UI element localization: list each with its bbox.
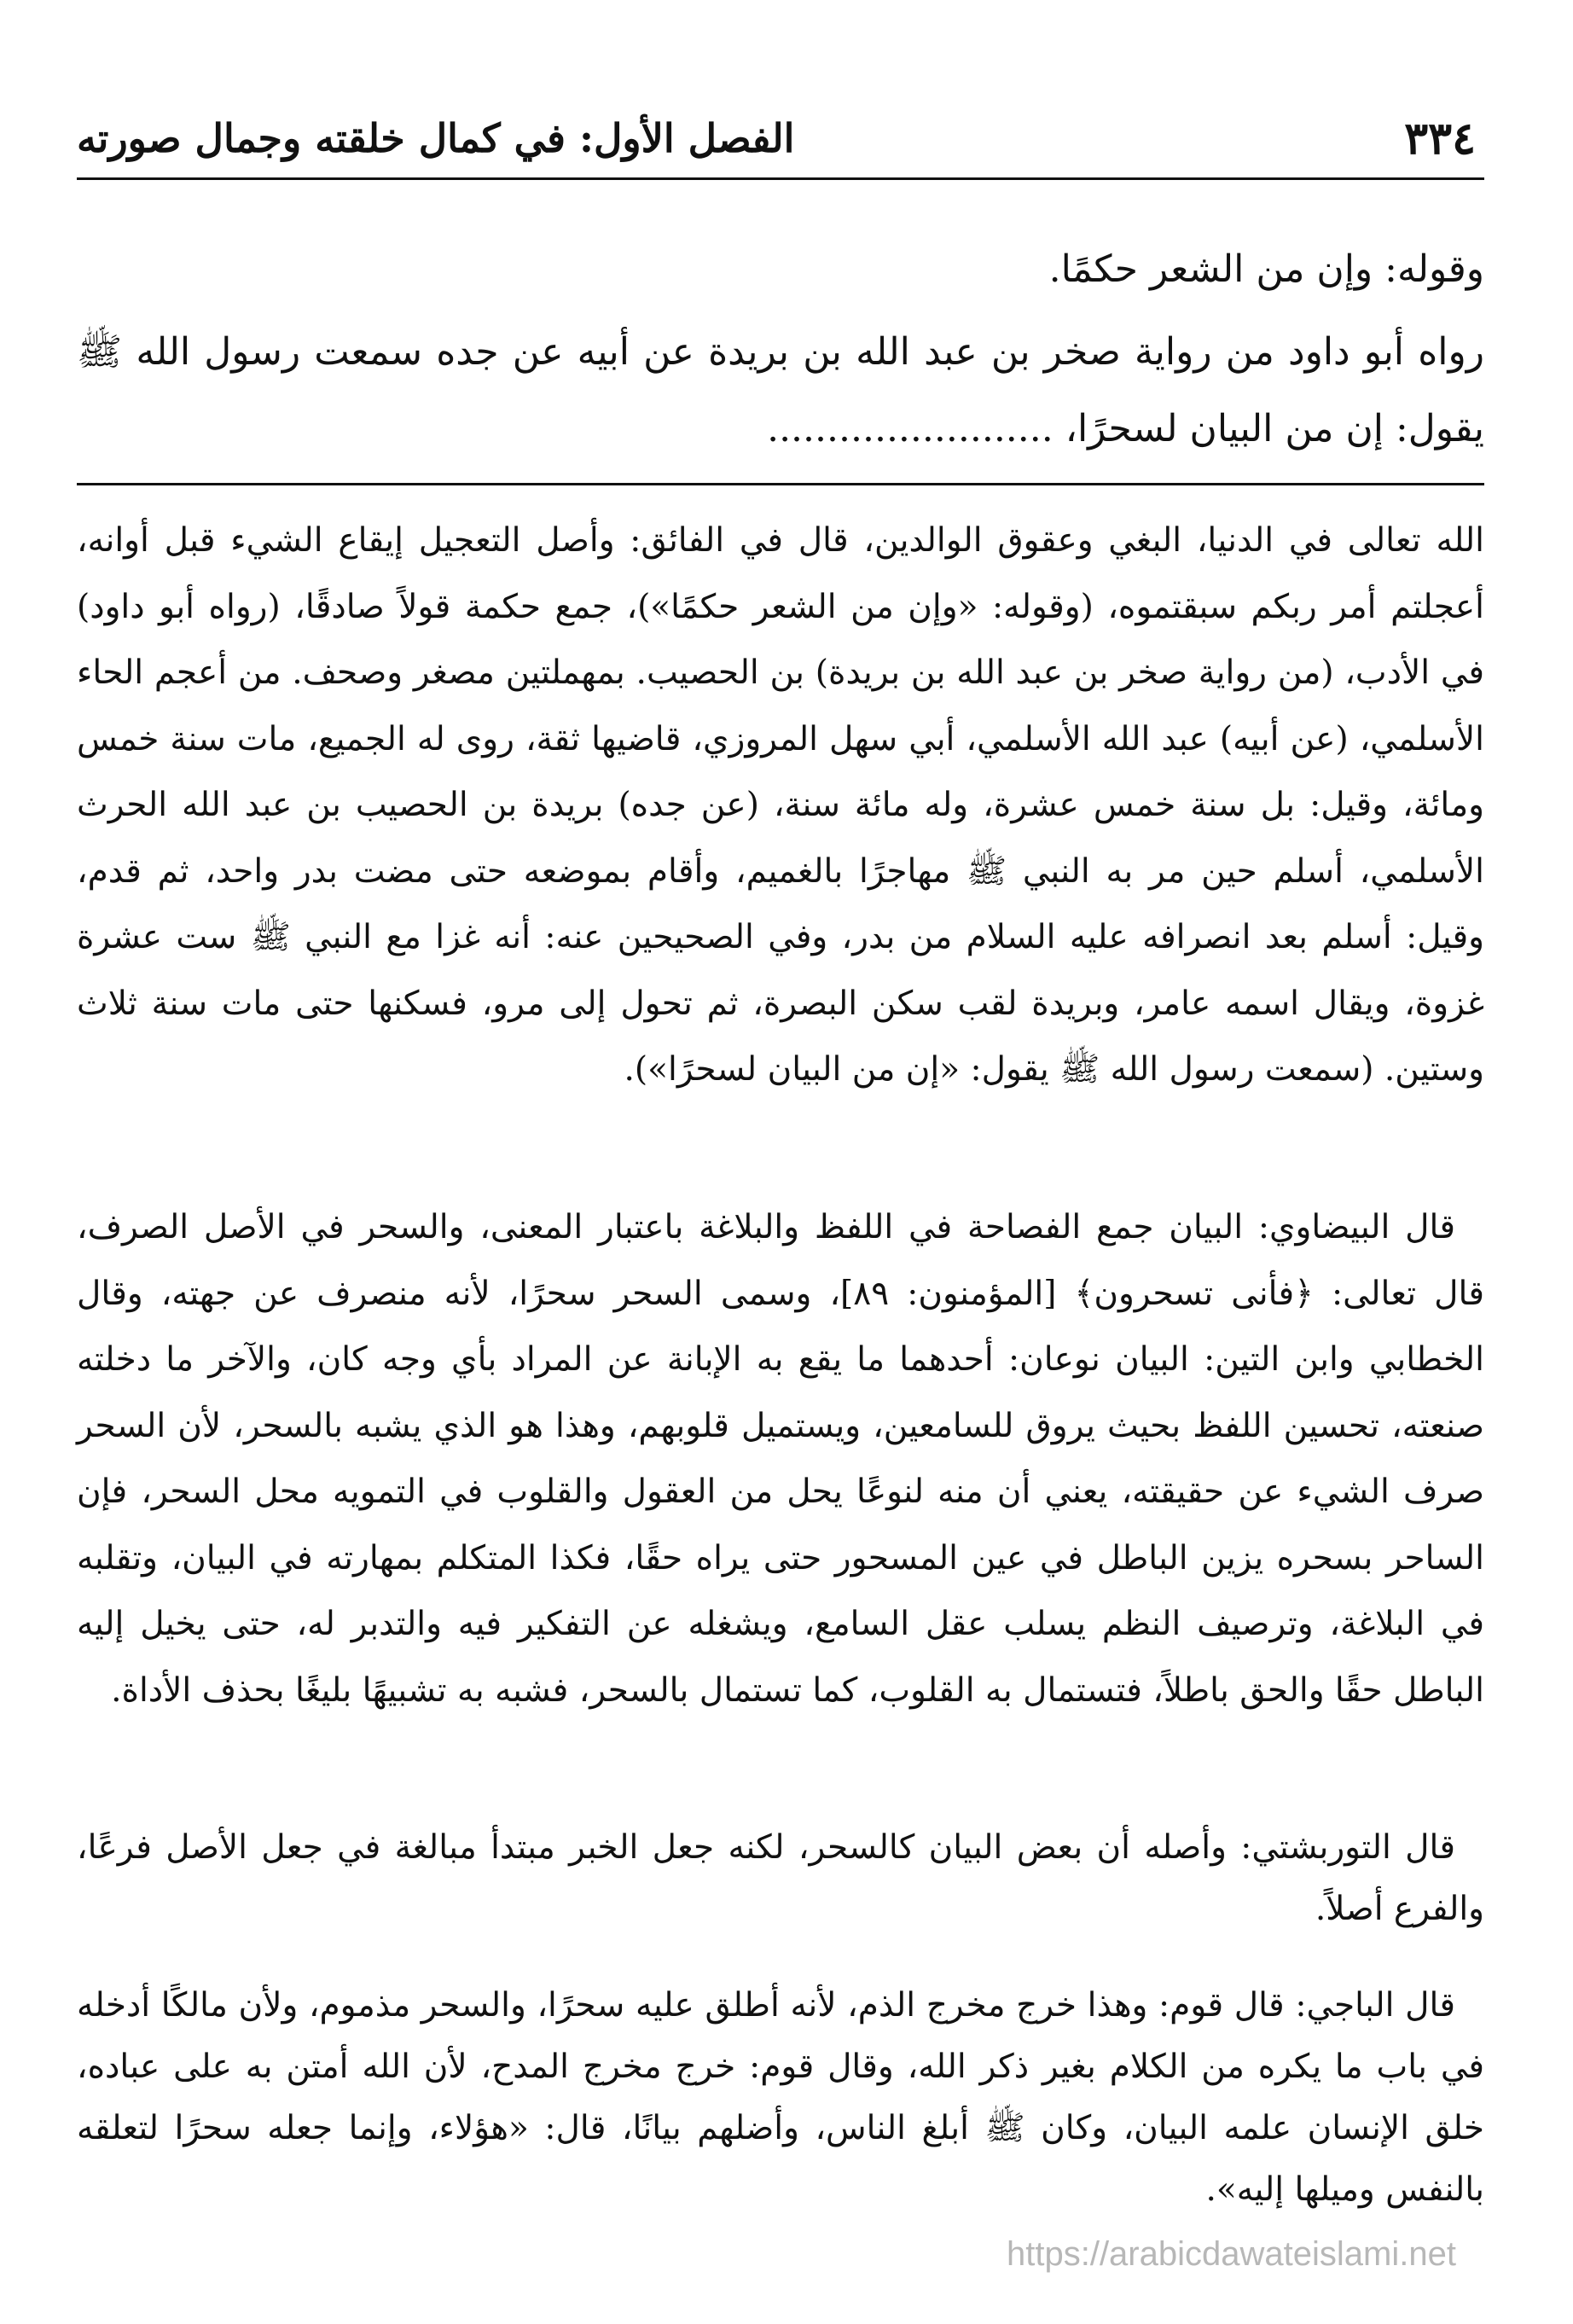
ellipsis-dots: ........................: [767, 407, 1054, 450]
commentary-paragraph-1: الله تعالى في الدنيا، البغي وعقوق الوالدين، قال في الفائق: وأصل التعجيل إيقاع الشيء قبل أوانه، أعجلتم أمر ربكم سبقتموه، (وقوله: «وإن من الشعر حكمًا»)، جمع حكمة قولاً صادقًا، (رواه أبو داود) في الأدب، (من رواية صخر بن عبد الله بن بريدة) بن الحصيب. بمهملتين مصغر وصحف. من أعجم الحاء الأسلمي، (عن أبيه) عبد الله الأسلمي، أبي سهل المروزي، قاضيها ثقة، روى له الجميع، مات سنة خمس ومائة، وقيل: بل سنة خمس عشرة، وله مائة سنة، (عن جده) بريدة بن الحصيب بن عبد الله الحرث الأسلمي، أسلم حين مر به النبي ﷺ مهاجرًا بالغميم، وأقام بموضعه حتى مضت بدر واحد، ثم قدم، وقيل: أسلم بعد انصرافه عليه السلام من بدر، وفي الصحيحين عنه: أنه غزا مع النبي ﷺ ست عشرة غزوة، ويقال اسمه عامر، وبريدة لقب سكن البصرة، ثم تحول إلى مرو، فسكنها حتى مات سنة ثلاث وستين. (سمعت رسول الله ﷺ يقول: «إن من البيان لسحرًا»).: [77, 521, 1484, 1089]
source-watermark: https://arabicdawateislami.net: [1007, 2235, 1456, 2273]
commentary-paragraph-3: [77, 1817, 1484, 1940]
page-header: [77, 101, 1476, 176]
commentary-text: قال البيضاوي: البيان جمع الفصاحة في اللفظ والبلاغة باعتبار المعنى، والسحر في الأصل الصرف، قال تعالى: ﴿فأنى تسحرون﴾ [المؤمنون: ٨٩]، وسمى السحر سحرًا، لأنه منصرف عن جهته، وقال الخطابي وابن التين: البيان نوعان: أحدهما ما يقع به الإبانة عن المراد بأي وجه كان، والآخر ما دخلته صنعته، تحسين اللفظ بحيث يروق للسامعين، ويستميل قلوبهم، وهذا هو الذي يشبه بالسحر، لأن السحر صرف الشيء عن حقيقته، يعني أن منه لنوعًا يحل من العقول والقلوب في التمويه محل السحر، فإن الساحر بسحره يزين الباطل في عين المسحور حتى يراه حقًا، فكذا المتكلم بمهارته في البيان، وتقلبه في البلاغة، وترصيف النظم يسلب عقل السامع، ويشغله عن التفكير فيه والتدبر له، حتى يخيل إليه الباطل حقًا والحق باطلاً، فتستمال به القلوب، كما تستمال بالسحر، فشبه به تشبيهًا بليغًا بحذف الأداة.: [77, 1208, 1484, 1710]
matn-commentary-divider: [77, 483, 1484, 485]
matn-paragraph-2: [77, 314, 1484, 468]
commentary-text: قال الباجي: قال قوم: وهذا خرج مخرج الذم، لأنه أطلق عليه سحرًا، والسحر مذموم، ولأن مالكًا أدخله في باب ما يكره من الكلام بغير ذكر الله، وقال قوم: خرج مخرج المدح، لأن الله أمتن به على عباده، خلق الإنسان علمه البيان، وكان ﷺ أبلغ الناس، وأضلهم بيانًا، قال: «هؤلاء، وإنما جعله سحرًا لتعلقه بالنفس وميلها إليه».: [77, 1986, 1484, 2209]
commentary-text: قال التوربشتي: وأصله أن بعض البيان كالسحر، لكنه جعل الخبر مبتدأ مبالغة في جعل الأصل فرعًا، والفرع أصلاً.: [77, 1828, 1484, 1928]
page-number: ٣٣٤: [1404, 112, 1476, 165]
matn-line-1: وقوله: وإن من الشعر حكمًا.: [1048, 247, 1484, 291]
commentary-paragraph-4: [77, 1975, 1484, 2221]
commentary-paragraph-2: [77, 1194, 1484, 1723]
chapter-title: الفصل الأول: في كمال خلقته وجمال صورته: [77, 115, 795, 161]
matn-text: رواه أبو داود من رواية صخر بن عبد الله بن بريدة عن أبيه عن جده سمعت رسول الله ﷺ يقول: إن من البيان لسحرًا،: [77, 330, 1484, 450]
header-divider: [77, 177, 1484, 180]
